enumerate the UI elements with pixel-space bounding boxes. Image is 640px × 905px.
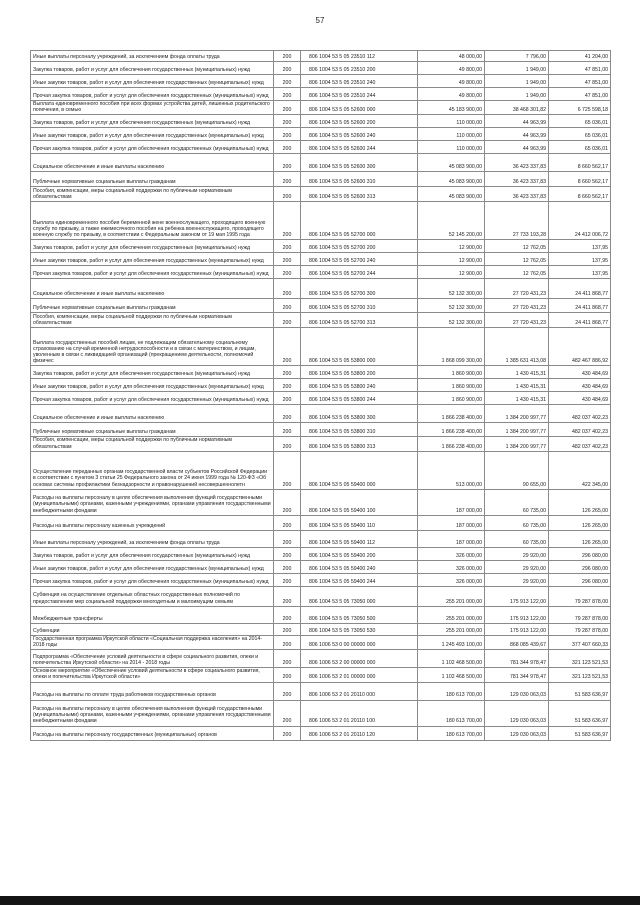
row-executed-amount: 175 913 122,00 (485, 623, 549, 635)
row-unexecuted-amount: 65 036,01 (549, 115, 611, 128)
row-code: 200 (274, 635, 301, 649)
table-row (31, 253, 611, 266)
row-code: 200 (274, 682, 301, 700)
row-unexecuted-amount: 137,95 (549, 240, 611, 253)
row-classification-code: 806 1004 53 5 05 53800 310 (301, 423, 418, 437)
row-classification-code: 806 1004 53 5 05 23510 244 (301, 88, 418, 101)
row-classification-code: 806 1004 53 5 05 52700 200 (301, 240, 418, 253)
row-code: 200 (274, 328, 301, 366)
table-row (31, 128, 611, 141)
row-name: Иные закупки товаров, работ и услуг для обеспечения государственных (муниципальных) нужд (31, 253, 274, 266)
row-name: Закупка товаров, работ и услуг для обеспечения государственных (муниципальных) нужд (31, 547, 274, 560)
row-name: Публичные нормативные социальные выплаты гражданам (31, 172, 274, 187)
row-unexecuted-amount: 137,95 (549, 266, 611, 279)
row-classification-code: 806 1004 53 5 05 52600 313 (301, 187, 418, 202)
row-name: Осуществление переданных органам государственной власти субъектов Российской Федерации в соответствии с пунктом 3 статьи 25 Федерального закона от 24 июня 1999 года № 120-ФЗ «Об основах системы профилактики безнадзорности и правонарушений несовершеннолетн (31, 451, 274, 489)
row-code: 200 (274, 202, 301, 240)
row-classification-code: 806 1004 53 5 05 59400 112 (301, 530, 418, 547)
table-row (31, 379, 611, 392)
row-name: Закупка товаров, работ и услуг для обеспечения государственных (муниципальных) нужд (31, 62, 274, 75)
row-approved-amount: 180 613 700,00 (418, 682, 485, 700)
row-code: 200 (274, 530, 301, 547)
row-code: 200 (274, 366, 301, 379)
row-code: 200 (274, 726, 301, 740)
table-row (31, 366, 611, 379)
row-unexecuted-amount: 296 080,00 (549, 547, 611, 560)
row-approved-amount: 12 900,00 (418, 240, 485, 253)
table-row (31, 313, 611, 328)
row-unexecuted-amount: 24 411 868,77 (549, 299, 611, 313)
row-approved-amount: 1 860 900,00 (418, 392, 485, 405)
row-executed-amount: 29 920,00 (485, 560, 549, 573)
row-unexecuted-amount: 296 080,00 (549, 560, 611, 573)
row-classification-code: 806 1004 53 5 05 52600 240 (301, 128, 418, 141)
row-name: Выплата единовременного пособия при всех формах устройства детей, лишенных родительского попечения, в семью (31, 101, 274, 115)
row-approved-amount: 255 201 000,00 (418, 606, 485, 623)
row-name: Пособия, компенсации, меры социальной поддержки по публичным нормативным обязательствам (31, 313, 274, 328)
row-unexecuted-amount: 8 660 562,17 (549, 154, 611, 172)
row-name: Межбюджетные трансферты (31, 606, 274, 623)
row-classification-code: 806 1004 53 5 05 52700 244 (301, 266, 418, 279)
row-code: 200 (274, 141, 301, 154)
row-approved-amount: 49 800,00 (418, 62, 485, 75)
table-row (31, 279, 611, 299)
table-row (31, 489, 611, 515)
row-classification-code: 806 1004 53 5 05 53800 200 (301, 366, 418, 379)
table-row (31, 51, 611, 62)
row-code: 200 (274, 279, 301, 299)
row-code: 200 (274, 101, 301, 115)
row-unexecuted-amount: 6 725 598,18 (549, 101, 611, 115)
row-unexecuted-amount: 321 123 521,53 (549, 650, 611, 668)
row-approved-amount: 45 183 900,00 (418, 101, 485, 115)
row-classification-code: 806 1004 53 5 05 53800 240 (301, 379, 418, 392)
row-name: Субвенции (31, 623, 274, 635)
row-code: 200 (274, 51, 301, 62)
row-name: Подпрограмма «Обеспечение условий деятельности в сфере социального развития, опеки и попечительства Иркутской области» на 2014 - 2018 годы (31, 650, 274, 668)
row-unexecuted-amount: 126 265,00 (549, 489, 611, 515)
row-code: 200 (274, 299, 301, 313)
row-unexecuted-amount: 482 467 886,92 (549, 328, 611, 366)
row-executed-amount: 44 963,99 (485, 115, 549, 128)
row-unexecuted-amount: 47 851,00 (549, 62, 611, 75)
row-approved-amount: 1 860 900,00 (418, 379, 485, 392)
table-row (31, 240, 611, 253)
row-code: 200 (274, 668, 301, 682)
row-code: 200 (274, 489, 301, 515)
row-classification-code: 806 1004 53 5 05 52700 300 (301, 279, 418, 299)
row-classification-code: 806 1004 53 5 05 73050 500 (301, 606, 418, 623)
row-unexecuted-amount: 8 660 562,17 (549, 172, 611, 187)
row-approved-amount: 187 000,00 (418, 515, 485, 530)
row-name: Расходы на выплаты по оплате труда работников государственных органов (31, 682, 274, 700)
row-approved-amount: 1 866 238 400,00 (418, 405, 485, 423)
row-classification-code: 806 1006 53 2 01 20110 120 (301, 726, 418, 740)
row-unexecuted-amount: 65 036,01 (549, 141, 611, 154)
row-name: Иные закупки товаров, работ и услуг для обеспечения государственных (муниципальных) нужд (31, 560, 274, 573)
row-classification-code: 806 1004 53 5 05 52600 244 (301, 141, 418, 154)
row-approved-amount: 45 083 900,00 (418, 154, 485, 172)
row-executed-amount: 36 423 337,83 (485, 187, 549, 202)
row-unexecuted-amount: 482 037 402,23 (549, 437, 611, 451)
row-code: 200 (274, 128, 301, 141)
table-row (31, 606, 611, 623)
row-executed-amount: 1 430 415,31 (485, 379, 549, 392)
row-name: Прочая закупка товаров, работ и услуг для обеспечения государственных (муниципальных) нужд (31, 573, 274, 586)
row-classification-code: 806 1004 53 5 05 59400 200 (301, 547, 418, 560)
row-name: Прочая закупка товаров, работ и услуг для обеспечения государственных (муниципальных) нужд (31, 266, 274, 279)
row-approved-amount: 1 868 099 300,00 (418, 328, 485, 366)
row-name: Расходы на выплаты персоналу казенных учреждений (31, 515, 274, 530)
row-approved-amount: 49 800,00 (418, 88, 485, 101)
table-row (31, 62, 611, 75)
row-classification-code: 806 1004 53 5 05 52600 200 (301, 115, 418, 128)
table-row (31, 547, 611, 560)
row-approved-amount: 180 613 700,00 (418, 700, 485, 726)
row-executed-amount: 1 949,00 (485, 75, 549, 88)
row-approved-amount: 513 000,00 (418, 451, 485, 489)
table-row (31, 266, 611, 279)
row-name: Социальное обеспечение и иные выплаты населению (31, 154, 274, 172)
row-name: Прочая закупка товаров, работ и услуг для обеспечения государственных (муниципальных) нужд (31, 141, 274, 154)
row-unexecuted-amount: 51 583 636,97 (549, 700, 611, 726)
row-approved-amount: 1 245 493 100,00 (418, 635, 485, 649)
row-unexecuted-amount: 430 484,69 (549, 392, 611, 405)
table-row (31, 299, 611, 313)
row-name: Иные выплаты персоналу учреждений, за исключением фонда оплаты труда (31, 51, 274, 62)
row-executed-amount: 12 762,05 (485, 266, 549, 279)
row-unexecuted-amount: 79 287 878,00 (549, 586, 611, 606)
row-approved-amount: 52 145 200,00 (418, 202, 485, 240)
row-approved-amount: 52 132 300,00 (418, 279, 485, 299)
row-executed-amount: 60 735,00 (485, 515, 549, 530)
row-classification-code: 806 1004 53 5 05 53800 244 (301, 392, 418, 405)
table-row (31, 530, 611, 547)
row-executed-amount: 1 385 631 413,08 (485, 328, 549, 366)
row-name: Субвенция на осуществление отдельных областных государственных полномочий по предоставлению мер социальной поддержки многодетным и малоимущим семьям (31, 586, 274, 606)
row-unexecuted-amount: 65 036,01 (549, 128, 611, 141)
row-code: 200 (274, 405, 301, 423)
table-row (31, 141, 611, 154)
row-classification-code: 806 1006 53 2 01 20110 000 (301, 682, 418, 700)
table-row (31, 75, 611, 88)
table-row (31, 650, 611, 668)
row-executed-amount: 44 963,99 (485, 141, 549, 154)
row-name: Основное мероприятие «Обеспечение условий деятельности в сфере социального развития, опеки и попечительства Иркутской области» (31, 668, 274, 682)
row-unexecuted-amount: 24 411 868,77 (549, 313, 611, 328)
row-executed-amount: 1 949,00 (485, 88, 549, 101)
row-code: 200 (274, 451, 301, 489)
row-executed-amount: 1 430 415,31 (485, 392, 549, 405)
row-unexecuted-amount: 79 287 878,00 (549, 606, 611, 623)
row-name: Публичные нормативные социальные выплаты гражданам (31, 299, 274, 313)
table-row (31, 405, 611, 423)
row-classification-code: 806 1006 53 2 00 00000 000 (301, 650, 418, 668)
row-code: 200 (274, 623, 301, 635)
row-executed-amount: 781 344 978,47 (485, 650, 549, 668)
row-classification-code: 806 1004 53 5 05 23510 112 (301, 51, 418, 62)
row-name: Закупка товаров, работ и услуг для обеспечения государственных (муниципальных) нужд (31, 115, 274, 128)
table-row (31, 101, 611, 115)
row-executed-amount: 781 344 978,47 (485, 668, 549, 682)
table-row (31, 423, 611, 437)
table-row (31, 573, 611, 586)
row-approved-amount: 12 900,00 (418, 253, 485, 266)
row-classification-code: 806 1004 53 5 05 52700 240 (301, 253, 418, 266)
row-name: Прочая закупка товаров, работ и услуг для обеспечения государственных (муниципальных) нужд (31, 88, 274, 101)
row-name: Расходы на выплаты персоналу в целях обеспечения выполнения функций государственными (муниципальными) органами, казенными учреждениями, органами управления государственными внебюджетными фондами (31, 489, 274, 515)
row-executed-amount: 27 720 431,23 (485, 299, 549, 313)
table-row (31, 392, 611, 405)
row-code: 200 (274, 392, 301, 405)
row-approved-amount: 49 800,00 (418, 75, 485, 88)
row-name: Расходы на выплаты персоналу государственных (муниципальных) органов (31, 726, 274, 740)
scan-bottom-edge (0, 896, 640, 905)
row-classification-code: 806 1004 53 5 05 53800 313 (301, 437, 418, 451)
row-name: Социальное обеспечение и иные выплаты населению (31, 279, 274, 299)
row-classification-code: 806 1004 53 5 05 53800 300 (301, 405, 418, 423)
row-unexecuted-amount: 24 412 006,72 (549, 202, 611, 240)
row-classification-code: 806 1004 53 5 05 52700 313 (301, 313, 418, 328)
row-approved-amount: 1 866 238 400,00 (418, 423, 485, 437)
row-classification-code: 806 1004 53 5 05 59400 100 (301, 489, 418, 515)
row-classification-code: 806 1004 53 5 05 73050 000 (301, 586, 418, 606)
row-approved-amount: 1 102 468 500,00 (418, 668, 485, 682)
row-approved-amount: 1 102 468 500,00 (418, 650, 485, 668)
row-executed-amount: 27 720 431,23 (485, 313, 549, 328)
row-code: 200 (274, 253, 301, 266)
row-executed-amount: 36 423 337,83 (485, 154, 549, 172)
row-classification-code: 806 1004 53 5 05 52700 310 (301, 299, 418, 313)
row-unexecuted-amount: 51 583 636,97 (549, 682, 611, 700)
row-approved-amount: 48 000,00 (418, 51, 485, 62)
row-approved-amount: 326 000,00 (418, 573, 485, 586)
row-unexecuted-amount: 422 345,00 (549, 451, 611, 489)
row-unexecuted-amount: 24 411 868,77 (549, 279, 611, 299)
row-executed-amount: 1 949,00 (485, 62, 549, 75)
row-approved-amount: 326 000,00 (418, 560, 485, 573)
row-name: Публичные нормативные социальные выплаты гражданам (31, 423, 274, 437)
row-classification-code: 806 1004 53 5 05 59400 000 (301, 451, 418, 489)
row-approved-amount: 52 132 300,00 (418, 299, 485, 313)
table-row (31, 726, 611, 740)
row-code: 200 (274, 586, 301, 606)
row-executed-amount: 60 735,00 (485, 489, 549, 515)
row-executed-amount: 1 384 200 997,77 (485, 405, 549, 423)
row-unexecuted-amount: 51 583 636,97 (549, 726, 611, 740)
row-unexecuted-amount: 8 660 562,17 (549, 187, 611, 202)
row-executed-amount: 175 913 122,00 (485, 606, 549, 623)
row-code: 200 (274, 88, 301, 101)
row-executed-amount: 1 384 200 997,77 (485, 423, 549, 437)
table-row (31, 451, 611, 489)
row-executed-amount: 868 085 439,67 (485, 635, 549, 649)
row-unexecuted-amount: 430 484,69 (549, 379, 611, 392)
row-executed-amount: 36 423 337,83 (485, 172, 549, 187)
row-unexecuted-amount: 47 851,00 (549, 75, 611, 88)
row-approved-amount: 45 083 900,00 (418, 187, 485, 202)
row-executed-amount: 44 963,99 (485, 128, 549, 141)
row-name: Иные закупки товаров, работ и услуг для обеспечения государственных (муниципальных) нужд (31, 379, 274, 392)
row-executed-amount: 7 796,00 (485, 51, 549, 62)
row-approved-amount: 110 000,00 (418, 115, 485, 128)
row-executed-amount: 27 733 193,28 (485, 202, 549, 240)
row-unexecuted-amount: 126 265,00 (549, 530, 611, 547)
row-name: Закупка товаров, работ и услуг для обеспечения государственных (муниципальных) нужд (31, 240, 274, 253)
row-code: 200 (274, 650, 301, 668)
table-row (31, 700, 611, 726)
table-row (31, 88, 611, 101)
row-unexecuted-amount: 126 265,00 (549, 515, 611, 530)
row-code: 200 (274, 115, 301, 128)
row-executed-amount: 129 030 063,03 (485, 700, 549, 726)
table-row (31, 115, 611, 128)
row-name: Иные выплаты персоналу учреждений, за исключением фонда оплаты труда (31, 530, 274, 547)
row-unexecuted-amount: 482 037 402,23 (549, 423, 611, 437)
row-code: 200 (274, 379, 301, 392)
row-classification-code: 806 1004 53 5 05 23510 240 (301, 75, 418, 88)
row-code: 200 (274, 560, 301, 573)
row-name: Прочая закупка товаров, работ и услуг для обеспечения государственных (муниципальных) нужд (31, 392, 274, 405)
row-executed-amount: 1 384 200 997,77 (485, 437, 549, 451)
row-code: 200 (274, 172, 301, 187)
row-approved-amount: 110 000,00 (418, 141, 485, 154)
page-number: 57 (315, 16, 325, 25)
row-executed-amount: 27 720 431,23 (485, 279, 549, 299)
row-unexecuted-amount: 296 080,00 (549, 573, 611, 586)
table-row (31, 515, 611, 530)
row-name: Закупка товаров, работ и услуг для обеспечения государственных (муниципальных) нужд (31, 366, 274, 379)
row-name: Выплата единовременного пособия беременной жене военнослужащего, проходящего военную службу по призыву, а также ежемесячного пособия на ребенка военнослужащего, проходящего военную службу по призыву, в соответствии с Федеральным законом от 19 мая 1995 года (31, 202, 274, 240)
table-row (31, 682, 611, 700)
row-executed-amount: 12 762,05 (485, 240, 549, 253)
row-code: 200 (274, 423, 301, 437)
row-code: 200 (274, 606, 301, 623)
row-code: 200 (274, 154, 301, 172)
row-approved-amount: 180 613 700,00 (418, 726, 485, 740)
row-classification-code: 806 1004 53 5 05 52700 000 (301, 202, 418, 240)
row-approved-amount: 187 000,00 (418, 489, 485, 515)
row-unexecuted-amount: 482 037 402,23 (549, 405, 611, 423)
row-name: Иные закупки товаров, работ и услуг для обеспечения государственных (муниципальных) нужд (31, 75, 274, 88)
row-approved-amount: 326 000,00 (418, 547, 485, 560)
row-name: Пособия, компенсации, меры социальной поддержки по публичным нормативным обязательствам (31, 187, 274, 202)
row-code: 200 (274, 187, 301, 202)
table-row (31, 328, 611, 366)
table-row (31, 154, 611, 172)
table-row (31, 187, 611, 202)
row-approved-amount: 187 000,00 (418, 530, 485, 547)
table-row (31, 668, 611, 682)
row-executed-amount: 29 920,00 (485, 547, 549, 560)
row-executed-amount: 29 920,00 (485, 573, 549, 586)
row-classification-code: 806 1004 53 5 05 52600 310 (301, 172, 418, 187)
row-classification-code: 806 1006 53 2 01 20110 100 (301, 700, 418, 726)
row-classification-code: 806 1004 53 5 05 59400 110 (301, 515, 418, 530)
row-executed-amount: 129 030 063,03 (485, 682, 549, 700)
row-approved-amount: 1 860 900,00 (418, 366, 485, 379)
row-classification-code: 806 1004 53 5 05 73050 530 (301, 623, 418, 635)
row-code: 200 (274, 62, 301, 75)
row-unexecuted-amount: 47 851,00 (549, 88, 611, 101)
row-executed-amount: 90 655,00 (485, 451, 549, 489)
row-approved-amount: 255 201 000,00 (418, 586, 485, 606)
row-classification-code: 806 1004 53 5 05 52600 000 (301, 101, 418, 115)
row-unexecuted-amount: 41 204,00 (549, 51, 611, 62)
row-classification-code: 806 1006 53 2 01 00000 000 (301, 668, 418, 682)
row-approved-amount: 52 132 300,00 (418, 313, 485, 328)
row-unexecuted-amount: 137,95 (549, 253, 611, 266)
row-executed-amount: 129 030 063,03 (485, 726, 549, 740)
row-code: 200 (274, 240, 301, 253)
row-approved-amount: 45 083 900,00 (418, 172, 485, 187)
row-approved-amount: 255 201 000,00 (418, 623, 485, 635)
row-name: Выплата государственных пособий лицам, не подлежащим обязательному социальному страхованию на случай временной нетрудоспособности и в связи с материнством, и лицам, уволенным в связи с ликвидацией организаций (прекращением деятельности, полномочий физичес (31, 328, 274, 366)
table-row (31, 437, 611, 451)
row-classification-code: 806 1004 53 5 05 52600 300 (301, 154, 418, 172)
row-code: 200 (274, 75, 301, 88)
table-row (31, 172, 611, 187)
row-code: 200 (274, 437, 301, 451)
table-row (31, 202, 611, 240)
row-name: Пособия, компенсации, меры социальной поддержки по публичным нормативным обязательствам (31, 437, 274, 451)
table-row (31, 623, 611, 635)
table-row (31, 635, 611, 649)
row-executed-amount: 38 468 301,82 (485, 101, 549, 115)
row-classification-code: 806 1004 53 5 05 23510 200 (301, 62, 418, 75)
row-approved-amount: 110 000,00 (418, 128, 485, 141)
row-code: 200 (274, 266, 301, 279)
row-code: 200 (274, 515, 301, 530)
row-approved-amount: 1 866 238 400,00 (418, 437, 485, 451)
row-classification-code: 806 1004 53 5 05 59400 244 (301, 573, 418, 586)
row-unexecuted-amount: 377 407 660,33 (549, 635, 611, 649)
budget-execution-table (30, 50, 611, 741)
row-executed-amount: 12 762,05 (485, 253, 549, 266)
row-classification-code: 806 1006 53 0 00 00000 000 (301, 635, 418, 649)
row-executed-amount: 60 735,00 (485, 530, 549, 547)
row-unexecuted-amount: 321 123 521,53 (549, 668, 611, 682)
row-name: Иные закупки товаров, работ и услуг для обеспечения государственных (муниципальных) нужд (31, 128, 274, 141)
row-code: 200 (274, 547, 301, 560)
row-classification-code: 806 1004 53 5 05 59400 240 (301, 560, 418, 573)
row-code: 200 (274, 700, 301, 726)
row-name: Государственная программа Иркутской области «Социальная поддержка населения» на 2014-2018 годы (31, 635, 274, 649)
row-unexecuted-amount: 79 287 878,00 (549, 623, 611, 635)
row-approved-amount: 12 900,00 (418, 266, 485, 279)
table-row (31, 586, 611, 606)
row-name: Социальное обеспечение и иные выплаты населению (31, 405, 274, 423)
row-code: 200 (274, 573, 301, 586)
row-name: Расходы на выплаты персоналу в целях обеспечения выполнения функций государственными (муниципальными) органами, казенными учреждениями, органами управления государственными внебюджетными фондами (31, 700, 274, 726)
table-row (31, 560, 611, 573)
row-executed-amount: 175 913 122,00 (485, 586, 549, 606)
row-code: 200 (274, 313, 301, 328)
row-executed-amount: 1 430 415,31 (485, 366, 549, 379)
row-classification-code: 806 1004 53 5 05 53800 000 (301, 328, 418, 366)
row-unexecuted-amount: 430 484,69 (549, 366, 611, 379)
